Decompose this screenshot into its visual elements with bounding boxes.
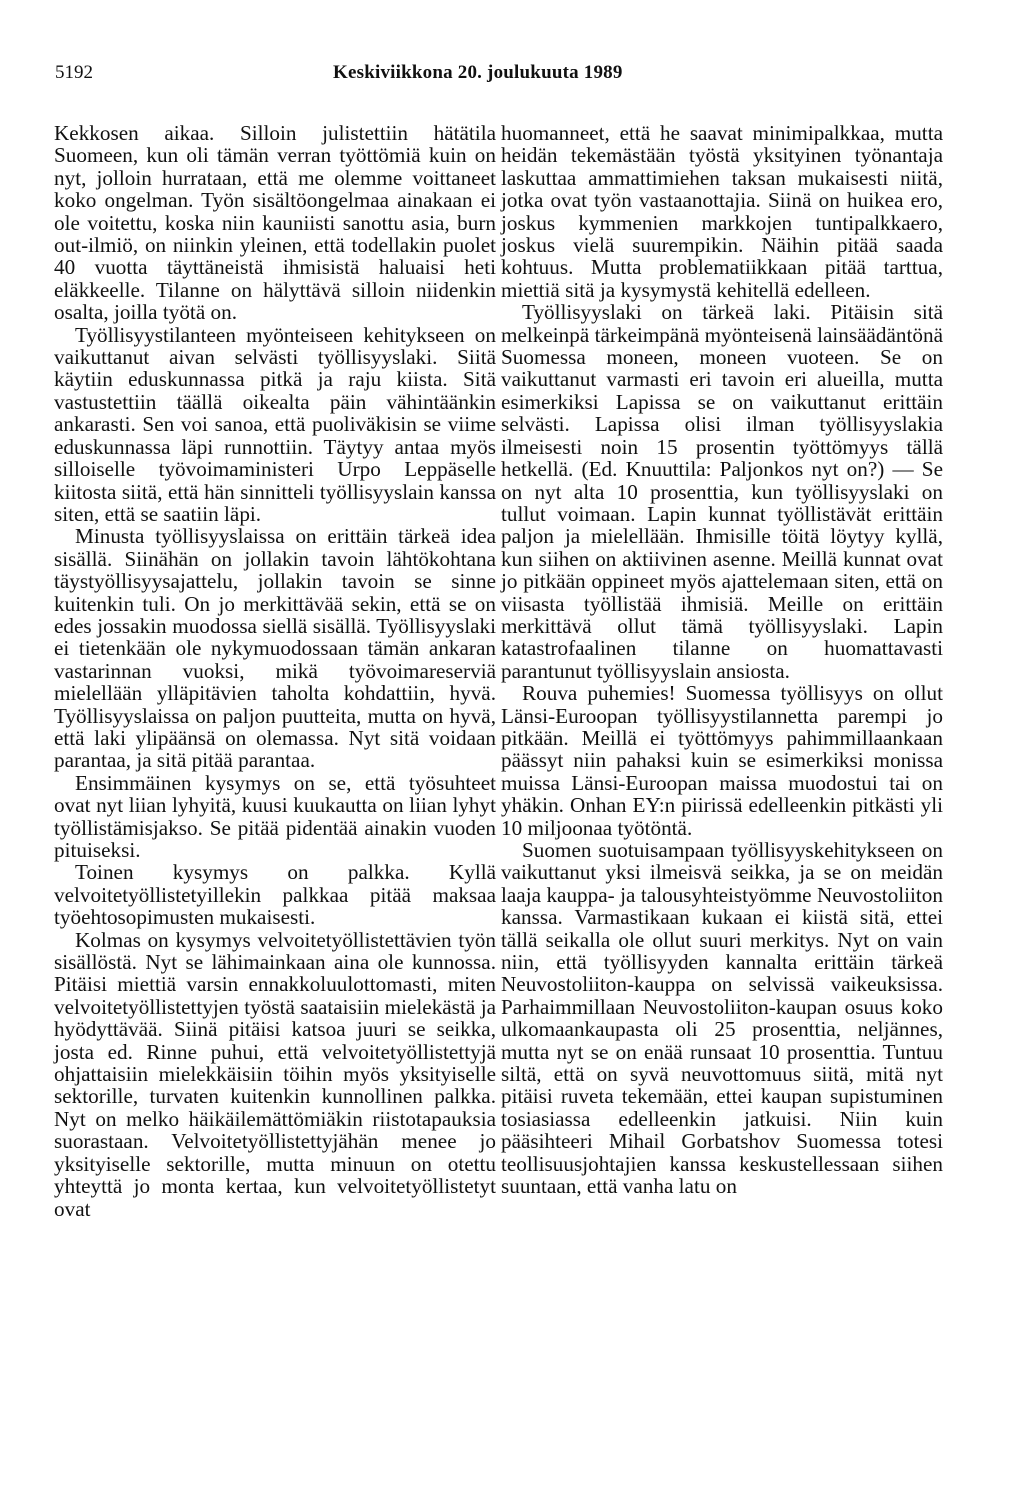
page-number: 5192 (55, 62, 93, 83)
paragraph: Rouva puhemies! Suomessa työllisyys on ollut Länsi-Euroopan työllisyystilannetta parempi jo pitkään. Meillä ei työttömyys pahimmillaankaan päässyt niin pahaksi kuin se esimerkiksi monissa muissa Länsi-Euroopan maissa muodostui tai on yhäkin. Onhan EY:n piirissä edelleenkin pitkästi yli 10 miljoonaa työtöntä. (501, 681, 943, 840)
paragraph: Minusta työllisyyslaissa on erittäin tärkeä idea sisällä. Siinähän on jollakin tavoin lähtökohtana täystyöllisyysajattelu, jollakin tavoin se sinne kuitenkin tuli. On jo merkittävää sekin, että se on edes jossakin muodossa siellä sisällä. Työllisyyslaki ei tietenkään ole nykymuodossaan tämän ankaran vastarinnan vuoksi, mikä työvoimareserviä mielellään ylläpitävien taholta kohdattiin, hyvä. Työllisyyslaissa on paljon puutteita, mutta on hyvä, että laki ylipäänsä on olemassa. Nyt sitä voidaan parantaa, ja sitä pitää parantaa. (54, 524, 496, 773)
paragraph: Toinen kysymys on palkka. Kyllä velvoitetyöllistetyillekin palkkaa pitää maksaa työehtosopimusten mukaisesti. (54, 860, 496, 930)
paragraph: Suomen suotuisampaan työllisyyskehitykseen on vaikuttanut yksi ilmeisvä seikka, ja se on meidän laaja kauppa- ja talousyhteistyömme Neuvostoliiton kanssa. Varmastikaan kukaan ei kiistä sitä, ettei tällä seikalla ole ollut suuri merkitys. Nyt on vain niin, että työllisyyden kannalta erittäin tärkeä Neuvostoliiton-kauppa on selvissä vaikeuksissa. Parhaimmillaan Neuvostoliiton-kaupan osuus koko ulkomaankaupasta oli 25 prosenttia, neljännes, mutta nyt se on enää runsaat 10 prosenttia. Tuntuu siltä, että on syvä neuvottomuus siitä, mitä nyt pitäisi ruveta tekemään, ettei kaupan supistuminen tosiasiassa edelleenkin jatkuisi. Niin kuin pääsihteeri Mihail Gorbatshov Suomessa totesi teollisuusjohtajien kanssa keskustellessaan siihen suuntaan, että vanha latu on (501, 838, 943, 1199)
paragraph: Ensimmäinen kysymys on se, että työsuhteet ovat nyt liian lyhyitä, kuusi kuukautta on liian lyhyt työllistämisjakso. Se pitää pidentää ainakin vuoden pituiseksi. (54, 770, 496, 862)
paragraph: Työllisyyslaki on tärkeä laki. Pitäisin sitä melkeinpä tärkeimpänä myönteisenä lainsäädäntönä Suomessa moneen, moneen vuoteen. Se on vaikuttanut varmasti eri tavoin eri alueilla, mutta esimerkiksi Lapissa se on vaikuttanut erittäin selvästi. Lapissa olisi ilman työllisyyslakia ilmeisesti noin 15 prosentin työttömyys tällä hetkellä. (Ed. Knuuttila: Paljonkos nyt on?) — Se on nyt alta 10 prosenttia, kun työllisyyslaki on tullut voimaan. Lapin kunnat työllistävät erittäin paljon ja mielellään. Ihmisille töitä löytyy kyllä, kun siihen on aktiivinen asenne. Meillä kunnat ovat jo pitkään oppineet myös ajattelemaan siten, että on viisasta työllistää ihmisiä. Meille on erittäin merkittävä ollut tämä työllisyyslaki. Lapin katastrofaalinen tilanne on huomattavasti parantunut työllisyyslain ansiosta. (501, 300, 943, 683)
right-column (501, 122, 943, 1198)
paragraph: Työllisyystilanteen myönteiseen kehitykseen on vaikuttanut aivan selvästi työllisyyslaki. Siitä käytiin eduskunnassa pitkä ja raju kiista. Sitä vastustettiin täällä oikealta päin vähintäänkin ankarasti. Sen voi sanoa, että puoliväkisin se viime eduskunnassa läpi runnottiin. Täytyy antaa myös silloiselle työvoimaministeri Urpo Leppäselle kiitosta siitä, että hän sinnitteli työllisyyslain kanssa siten, että se saatiin läpi. (54, 322, 496, 526)
paragraph: Kolmas on kysymys velvoitetyöllistettävien työn sisällöstä. Nyt se lähimainkaan aina ole kunnossa. Pitäisi miettiä varsin ennakkoluulottomasti, miten velvoitetyöllistettyjen työstä saataisiin mielekästä ja hyödyttävää. Siinä pitäisi katsoa juuri se seikka, josta ed. Rinne puhui, että velvoitetyöllistettyjä ohjattaisiin mielekkäisiin töihin myös yksityiselle sektorille, turvaten kuitenkin kunnollinen palkka. Nyt on melko häikäilemättömiäkin riistotapauksia suorastaan. Velvoitetyöllistettyjähän menee jo yksityiselle sektorille, mutta minuun on otettu yhteyttä jo monta kertaa, kun velvoitetyöllistetyt ovat (54, 927, 496, 1221)
paragraph: huomanneet, että he saavat minimipalkkaa, mutta heidän tekemästään työstä yksityinen työnantaja laskuttaa ammattimiehen taksan mukaisesti niitä, jotka ovat työn vastaanottajia. Siinä on huikea ero, joskus kymmenien markkojen tuntipalkkaero, joskus vielä suurempikin. Näihin pitää saada kohtuus. Mutta problematiikkaan pitää tarttua, miettiä sitä ja kysymystä kehitellä edelleen. (501, 121, 943, 302)
paragraph: Kekkosen aikaa. Silloin julistettiin hätätila Suomeen, kun oli tämän verran työttömiä kuin on nyt, jolloin hurrataan, että me olemme voittaneet koko ongelman. Työn sisältöongelmaa ainakaan ei ole voitettu, koska niin kauniisti sanottu asia, burn out-ilmiö, on niinkin yleinen, että todellakin puolet 40 vuotta täyttäneistä ihmisistä haluaisi heti eläkkeelle. Tilanne on hälyttävä silloin niidenkin osalta, joilla työtä on. (54, 121, 496, 325)
page-header (55, 62, 969, 92)
running-title: Keskiviikkona 20. joulukuuta 1989 (333, 62, 623, 83)
left-column (54, 122, 496, 1220)
